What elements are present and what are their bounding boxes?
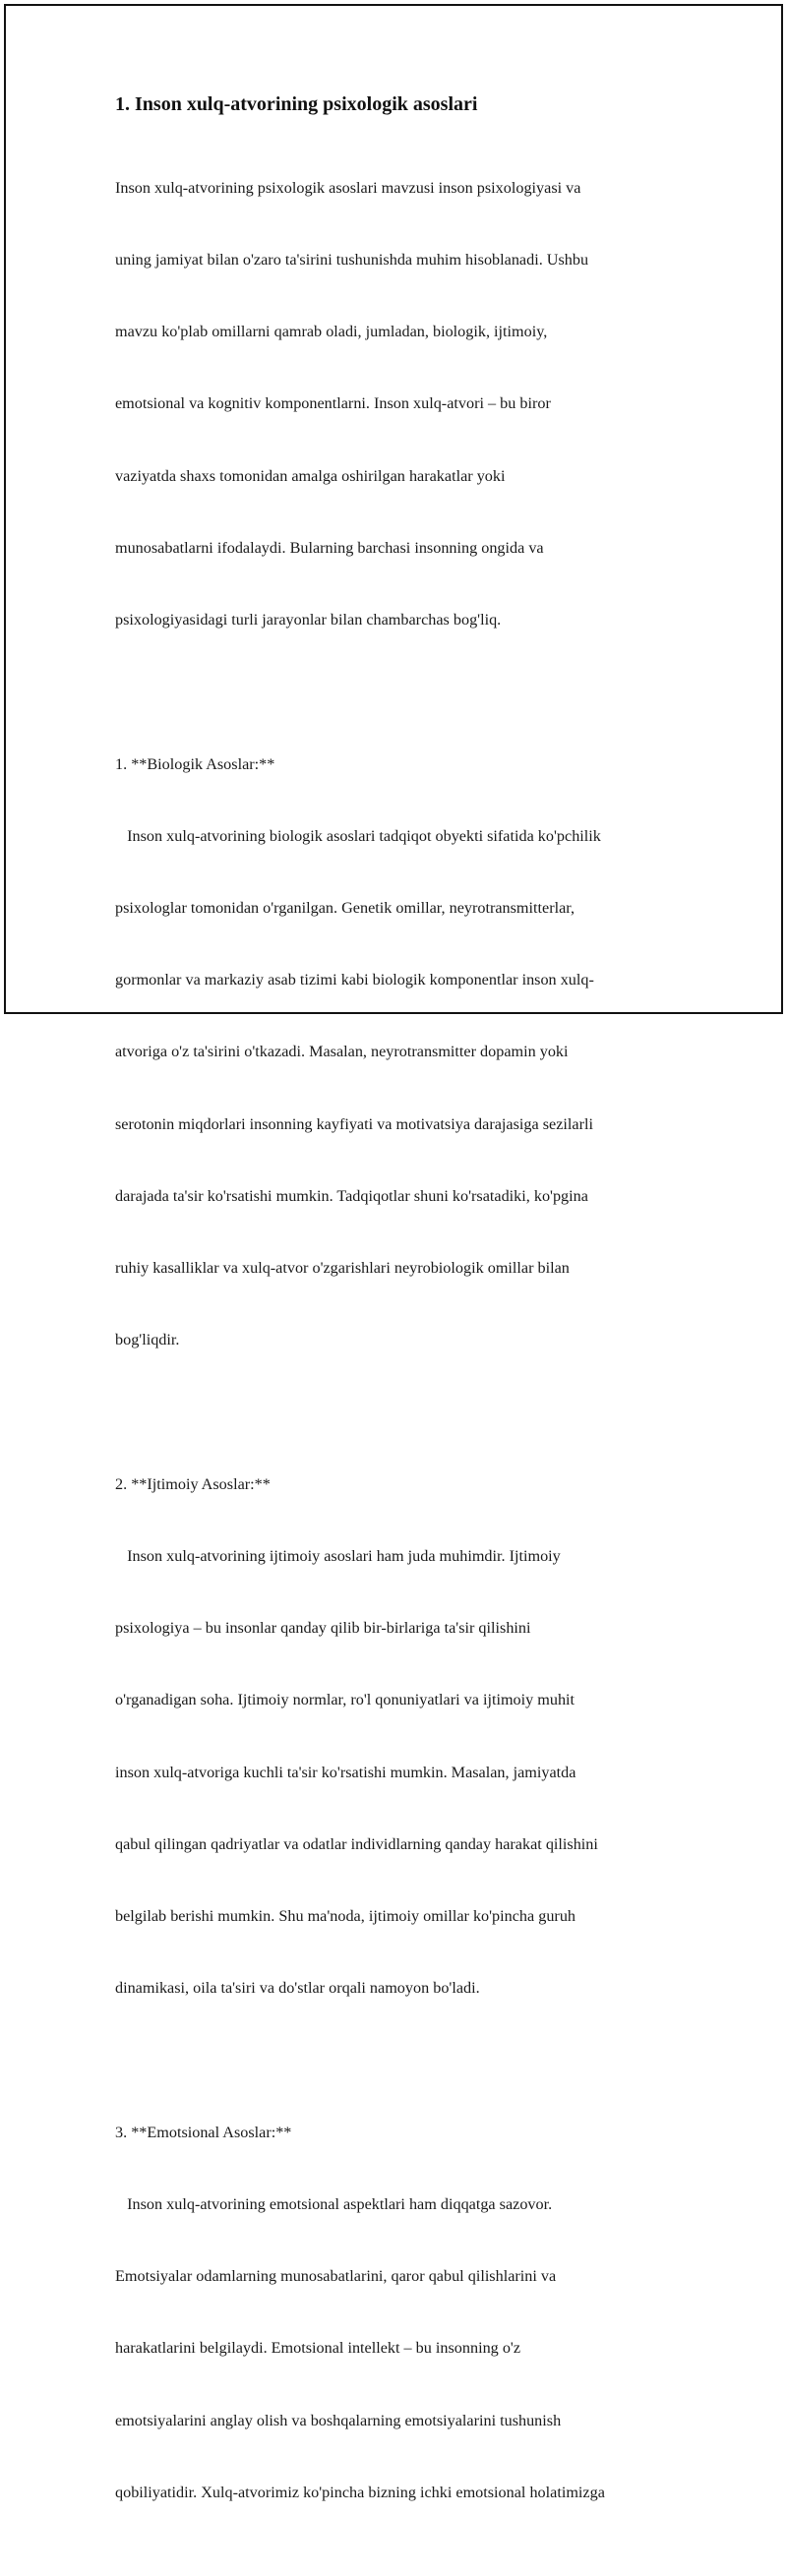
paragraph-line: o'rganadigan soha. Ijtimoiy normlar, ro'l qonuniyatlari va ijtimoiy muhit bbox=[115, 1691, 575, 1709]
paragraph-line: ruhiy kasalliklar va xulq-atvor o'zgarishlari neyrobiologik omillar bilan bbox=[115, 1259, 570, 1278]
paragraph-line: Inson xulq-atvorining biologik asoslari tadqiqot obyekti sifatida ko'pchilik bbox=[115, 826, 601, 845]
paragraph-line: qobiliyatidir. Xulq-atvorimiz ko'pincha bizning ichki emotsional holatimizga bbox=[115, 2483, 605, 2501]
intro-paragraph bbox=[115, 128, 683, 680]
paragraph-line: atvoriga o'z ta'sirini o'tkazadi. Masalan, neyrotransmitter dopamin yoki bbox=[115, 1043, 569, 1061]
paragraph-line: psixologiya – bu insonlar qanday qilib bir-birlariga ta'sir qilishini bbox=[115, 1619, 531, 1638]
paragraph-line: Inson xulq-atvorining ijtimoiy asoslari ham juda muhimdir. Ijtimoiy bbox=[115, 1546, 561, 1565]
paragraph-line: bog'liqdir. bbox=[115, 1331, 180, 1349]
document-heading: 1. Inson xulq-atvorining psixologik asoslari bbox=[115, 93, 478, 115]
paragraph-line: belgilab berishi mumkin. Shu ma'noda, ijtimoiy omillar ko'pincha guruh bbox=[115, 1907, 576, 1926]
paragraph-line: Emotsiyalar odamlarning munosabatlarini, qaror qabul qilishlarini va bbox=[115, 2267, 557, 2286]
section-title: 3. **Emotsional Asoslar:** bbox=[115, 2123, 292, 2141]
section-biologik bbox=[115, 704, 683, 1401]
paragraph-line: uning jamiyat bilan o'zaro ta'sirini tushunishda muhim hisoblanadi. Ushbu bbox=[115, 251, 589, 270]
paragraph-line: Inson xulq-atvorining psixologik asoslari mavzusi inson psixologiyasi va bbox=[115, 178, 581, 197]
paragraph-line: gormonlar va markaziy asab tizimi kabi biologik komponentlar inson xulq- bbox=[115, 971, 594, 989]
section-title: 2. **Ijtimoiy Asoslar:** bbox=[115, 1474, 271, 1493]
paragraph-line: serotonin miqdorlari insonning kayfiyati va motivatsiya darajasiga sezilarli bbox=[115, 1114, 593, 1133]
document-body bbox=[112, 90, 683, 2576]
paragraph-line: mavzu ko'plab omillarni qamrab oladi, jumladan, biologik, ijtimoiy, bbox=[115, 323, 548, 341]
paragraph-line: psixologiyasidagi turli jarayonlar bilan chambarchas bog'liq. bbox=[115, 611, 502, 629]
paragraph-line: vaziyatda shaxs tomonidan amalga oshirilgan harakatlar yoki bbox=[115, 466, 506, 485]
paragraph-line: psixologlar tomonidan o'rganilgan. Genetik omillar, neyrotransmitterlar, bbox=[115, 898, 575, 917]
paragraph-line: harakatlarini belgilaydi. Emotsional intellekt – bu insonning o'z bbox=[115, 2339, 521, 2358]
section-emotsional bbox=[115, 2072, 683, 2552]
paragraph-line: dinamikasi, oila ta'siri va do'stlar orqali namoyon bo'ladi. bbox=[115, 1979, 480, 1998]
section-ijtimoiy bbox=[115, 1424, 683, 2049]
paragraph-line: qabul qilingan qadriyatlar va odatlar individlarning qanday harakat qilishini bbox=[115, 1834, 598, 1853]
paragraph-line: emotsional va kognitiv komponentlarni. Inson xulq-atvori – bu biror bbox=[115, 394, 551, 413]
paragraph-line: darajada ta'sir ko'rsatishi mumkin. Tadqiqotlar shuni ko'rsatadiki, ko'pgina bbox=[115, 1186, 588, 1205]
paragraph-line: emotsiyalarini anglay olish va boshqalarning emotsiyalarini tushunish bbox=[115, 2411, 562, 2429]
section-title: 1. **Biologik Asoslar:** bbox=[115, 754, 275, 773]
paragraph-line: munosabatlarni ifodalaydi. Bularning barchasi insonning ongida va bbox=[115, 538, 544, 557]
paragraph-line: inson xulq-atvoriga kuchli ta'sir ko'rsatishi mumkin. Masalan, jamiyatda bbox=[115, 1763, 576, 1781]
paragraph-line: Inson xulq-atvorining emotsional aspektlari ham diqqatga sazovor. bbox=[115, 2194, 553, 2213]
